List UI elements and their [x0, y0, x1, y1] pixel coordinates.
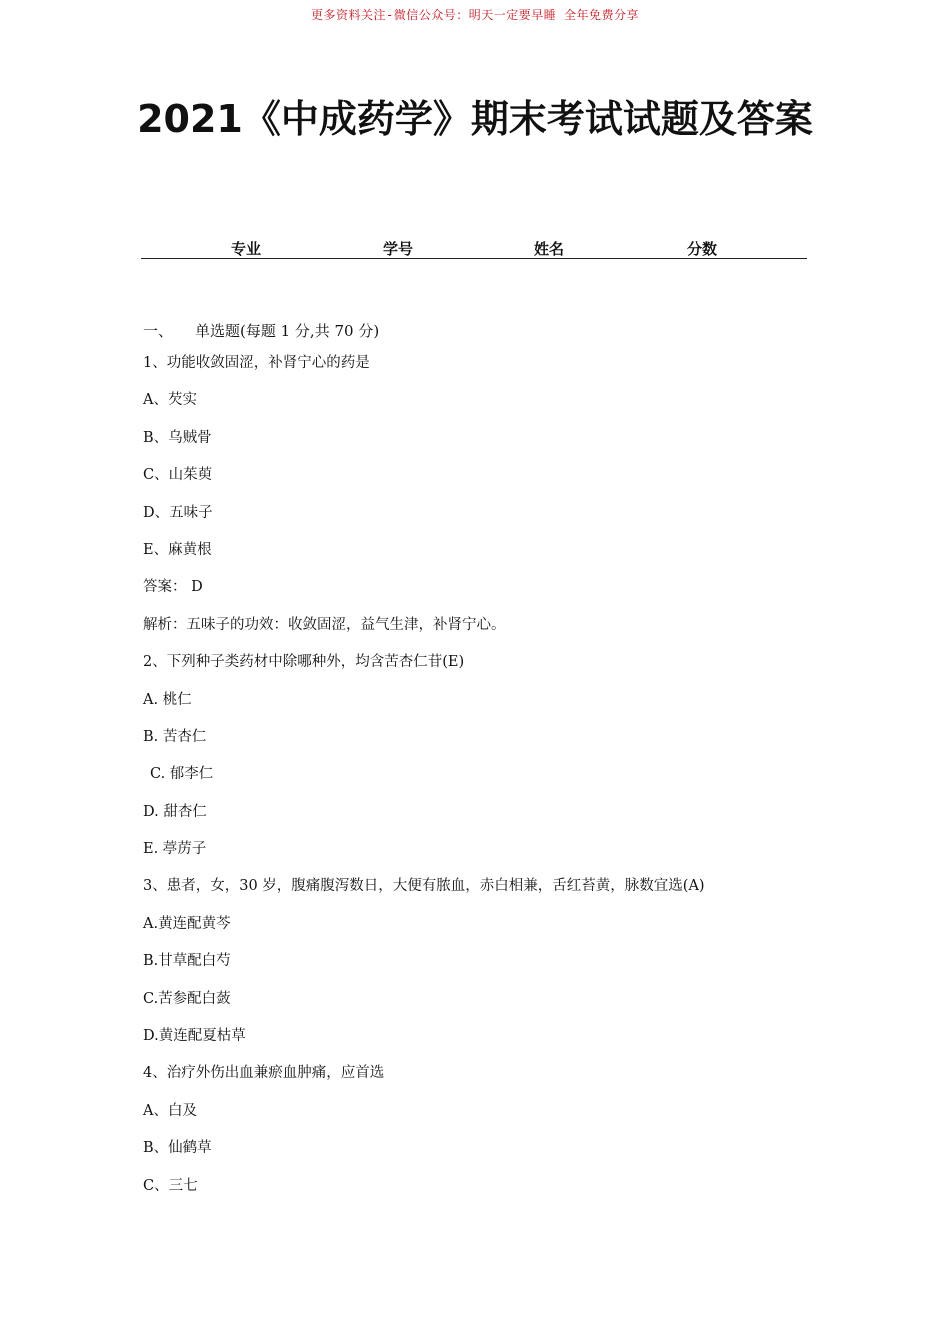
exam-content: [143, 318, 823, 1210]
question-option: B、乌贼骨: [143, 429, 212, 446]
question-option: A、白及: [143, 1102, 197, 1119]
name-label: 姓名: [534, 240, 565, 258]
question-stem: 3、患者，女，30 岁，腹痛腹泻数日，大便有脓血，赤白相兼，舌红苔黄，脉数宜选(A): [143, 878, 705, 895]
section-title: 单选题(每题 1 分,共 70 分): [195, 322, 380, 340]
section-number: 一、: [143, 322, 174, 340]
question-stem: 4、治疗外伤出血兼瘀血肿痛，应首选: [143, 1065, 385, 1082]
question-stem: 1、功能收敛固涩，补肾宁心的药是: [143, 355, 370, 371]
student-info-row: [141, 238, 807, 259]
question-option: A.黄连配黄芩: [143, 915, 231, 932]
page-title: 2021《中成药学》期末考试试题及答案: [137, 97, 813, 141]
question-option: B. 苦杏仁: [143, 728, 207, 745]
section-heading: [143, 318, 823, 350]
question-analysis: 解析：五味子的功效：收敛固涩，益气生津，补肾宁心。: [143, 616, 506, 633]
question-option: A. 桃仁: [143, 691, 192, 708]
question-option: D. 甜杏仁: [143, 803, 207, 820]
major-label: 专业: [231, 240, 262, 258]
question-option: D、五味子: [143, 504, 213, 521]
question-option: D.黄连配夏枯草: [143, 1028, 246, 1045]
student-id-label: 学号: [383, 240, 414, 258]
question-stem: 2、下列种子类药材中除哪种外，均含苦杏仁苷(E): [143, 654, 465, 671]
question-answer: 答案： D: [143, 579, 203, 596]
question-option: C、三七: [143, 1177, 198, 1194]
score-label: 分数: [687, 240, 718, 258]
question-option: C、山茱萸: [143, 467, 213, 484]
question-option: B、仙鹤草: [143, 1140, 212, 1157]
question-option: B.甘草配白芍: [143, 953, 231, 970]
header-banner: 更多资料关注-微信公众号：明天一定要早睡 全年免费分享: [311, 8, 639, 22]
question-option: C. 郁李仁: [150, 766, 214, 783]
question-option: E、麻黄根: [143, 541, 212, 558]
question-option: C.苦参配白蔹: [143, 990, 231, 1007]
question-option: E. 葶苈子: [143, 841, 207, 858]
question-option: A、芡实: [143, 392, 197, 409]
